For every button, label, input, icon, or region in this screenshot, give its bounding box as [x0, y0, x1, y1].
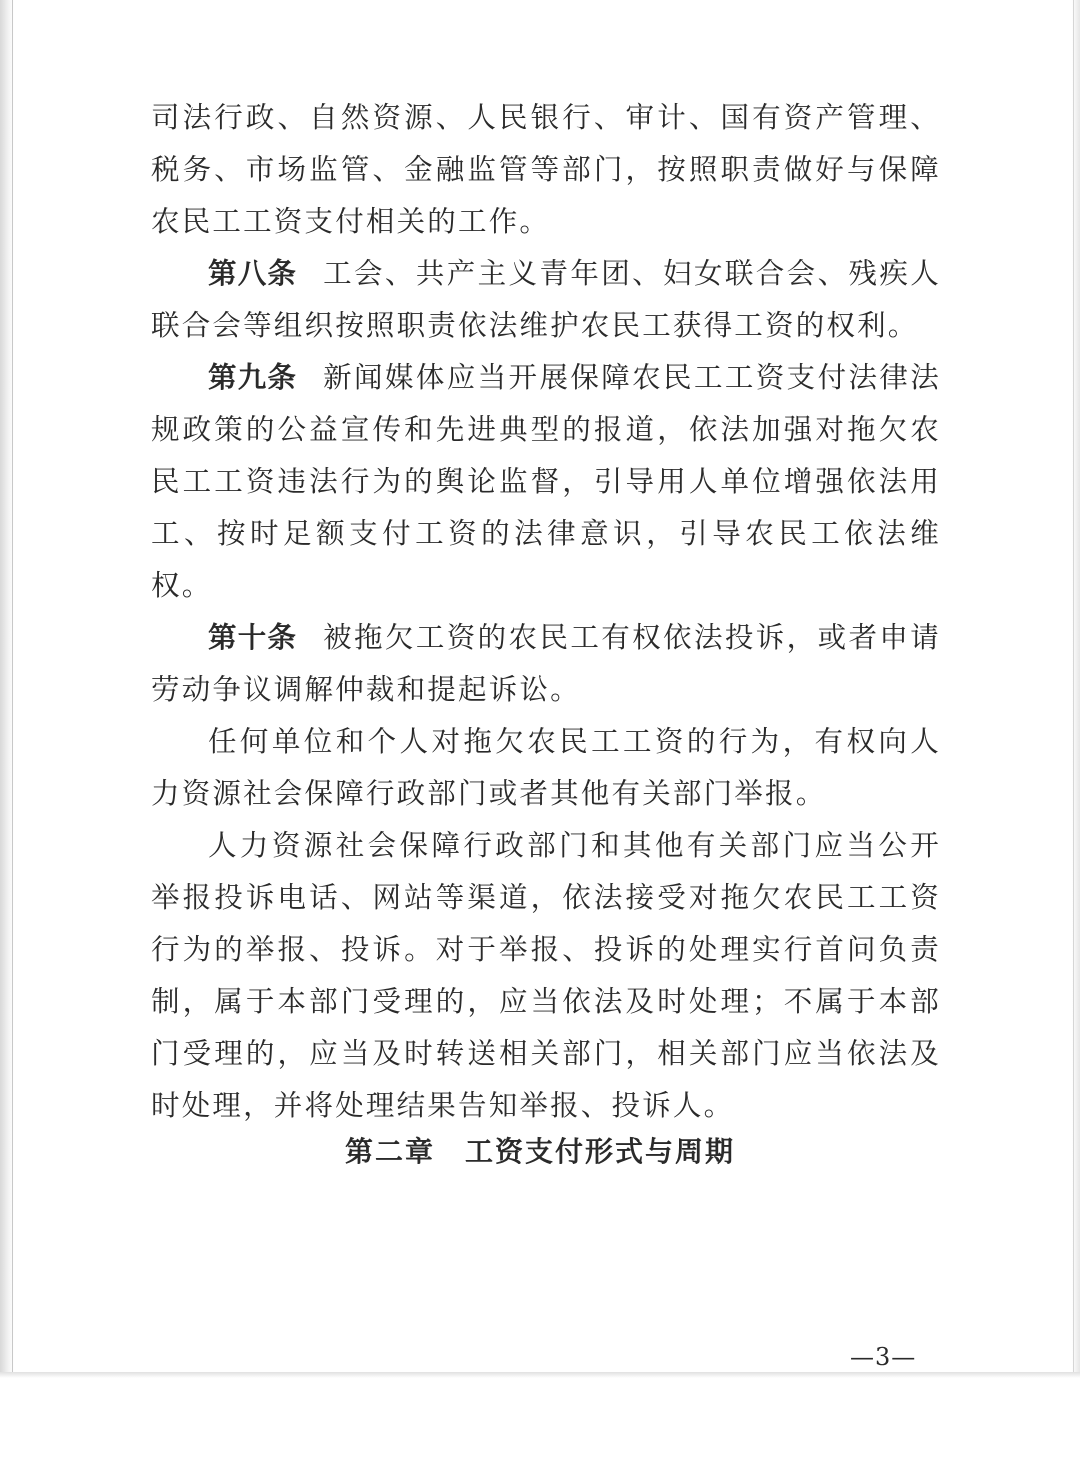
document-body [151, 92, 941, 1132]
article-number: 第八条 [208, 257, 298, 290]
article-9 [151, 352, 941, 612]
article-number: 第十条 [208, 621, 298, 654]
article-10 [151, 612, 941, 716]
paragraph-complaint-handling [151, 820, 941, 1132]
chapter-heading [0, 1130, 1080, 1170]
chapter-title-text: 工资支付形式与周期 [465, 1135, 736, 1168]
paragraph-report-right [151, 716, 941, 820]
page-number: —3— [850, 1343, 917, 1371]
paragraph-text: 任何单位和个人对拖欠农民工工资的行为，有权向人力资源社会保障行政部门或者其他有关部门举报。 [151, 725, 941, 810]
article-number: 第九条 [208, 361, 298, 394]
paragraph-text: 人力资源社会保障行政部门和其他有关部门应当公开举报投诉电话、网站等渠道，依法接受对拖欠农民工工资行为的举报、投诉。对于举报、投诉的处理实行首问负责制，属于本部门受理的，应当依法及时处理；不属于本部门受理的，应当及时转送相关部门，相关部门应当依法及时处理，并将处理结果告知举报、投诉人。 [151, 829, 941, 1122]
paragraph-departments [151, 92, 941, 248]
paragraph-text: 司法行政、自然资源、人民银行、审计、国有资产管理、税务、市场监管、金融监管等部门，按照职责做好与保障农民工工资支付相关的工作。 [151, 101, 941, 238]
page-bottom-shadow [0, 1372, 1080, 1378]
article-8 [151, 248, 941, 352]
chapter-number: 第二章 [344, 1135, 435, 1168]
paragraph-text: 被拖欠工资的农民工有权依法投诉，或者申请劳动争议调解仲裁和提起诉讼。 [151, 621, 941, 706]
paragraph-text: 工会、共产主义青年团、妇女联合会、残疾人联合会等组织按照职责依法维护农民工获得工资的权利。 [151, 257, 941, 342]
paragraph-text: 新闻媒体应当开展保障农民工工资支付法律法规政策的公益宣传和先进典型的报道，依法加强对拖欠农民工工资违法行为的舆论监督，引导用人单位增强依法用工、按时足额支付工资的法律意识，引导农民工依法维权。 [151, 361, 941, 602]
